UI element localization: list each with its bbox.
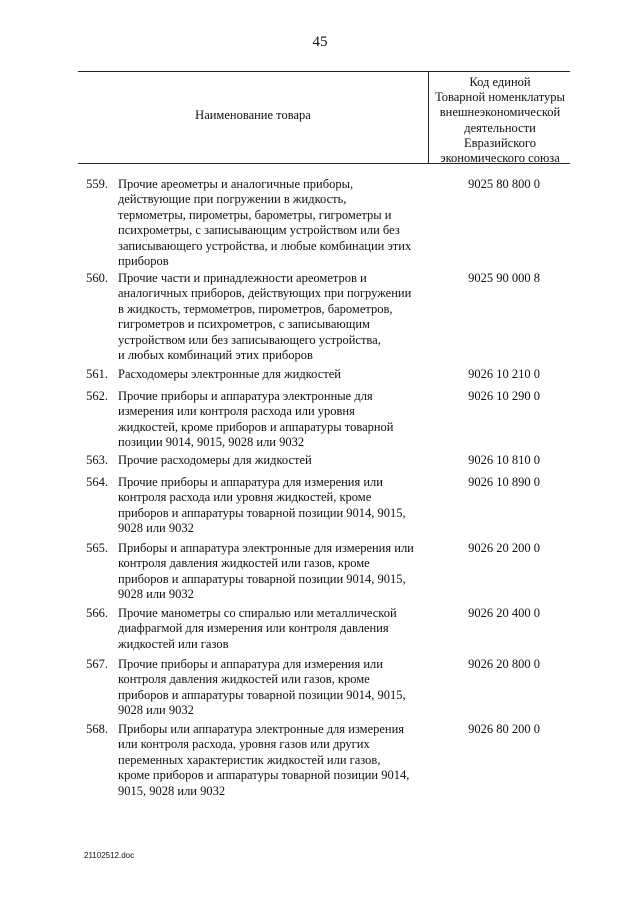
- row-number: 567.: [86, 657, 108, 671]
- goods-name-line: записывающего устройства, и любые комбинации этих: [118, 238, 412, 253]
- header-code-line: Товарной номенклатуры: [435, 90, 565, 105]
- goods-name-line: Прочие приборы и аппаратура для измерения или: [118, 475, 383, 489]
- goods-name-line: Приборы и аппаратура электронные для измерения или: [118, 541, 414, 555]
- header-code-column: [430, 75, 570, 166]
- goods-name: [118, 541, 423, 603]
- header-column-divider: [428, 71, 429, 163]
- goods-name: [118, 657, 423, 719]
- header-code-line: Код единой: [469, 75, 531, 89]
- goods-name-line: измерения или контроля расхода или уровня: [118, 404, 355, 419]
- goods-name-line: приборов и аппаратуры товарной позиции 9014, 9015,: [118, 505, 406, 520]
- goods-name-line: аналогичных приборов, действующих при погружении: [118, 286, 412, 301]
- goods-name-line: Прочие расходомеры для жидкостей: [118, 453, 312, 467]
- goods-name-line: Прочие части и принадлежности ареометров и: [118, 271, 367, 285]
- row-number: 562.: [86, 389, 108, 403]
- goods-name-line: контроля давления жидкостей или газов, кроме: [118, 672, 370, 687]
- goods-name-line: гигрометров и психрометров, с записывающим: [118, 317, 370, 332]
- goods-name-line: термометры, пирометры, барометры, гигрометры и: [118, 207, 392, 222]
- goods-name-line: и любых комбинаций этих приборов: [118, 348, 313, 363]
- goods-name-line: кроме приборов и аппаратуры товарной позиции 9014,: [118, 768, 410, 783]
- goods-name: [118, 389, 423, 451]
- goods-name: [118, 177, 423, 269]
- goods-name-line: Прочие приборы и аппаратура электронные для: [118, 389, 373, 403]
- header-name-column: Наименование товара: [195, 108, 311, 122]
- goods-name-line: Прочие ареометры и аналогичные приборы,: [118, 177, 354, 191]
- tnved-code: 9026 20 400 0: [468, 606, 540, 620]
- row-number: 559.: [86, 177, 108, 191]
- goods-name-line: Прочие манометры со спиралью или металлической: [118, 606, 397, 620]
- goods-name-line: или контроля расхода, уровня газов или других: [118, 737, 370, 752]
- footer-filename: 21102512.doc: [84, 851, 135, 860]
- goods-name-line: контроля расхода или уровня жидкостей, кроме: [118, 490, 372, 505]
- header-code-line: деятельности: [464, 120, 536, 135]
- goods-name-line: 9028 или 9032: [118, 521, 194, 536]
- tnved-code: 9026 20 200 0: [468, 541, 540, 555]
- row-number: 565.: [86, 541, 108, 555]
- goods-name-line: позиции 9014, 9015, 9028 или 9032: [118, 435, 305, 450]
- goods-name-line: контроля давления жидкостей или газов, кроме: [118, 556, 370, 571]
- goods-name-line: психрометры, с записывающим устройством или без: [118, 223, 400, 238]
- goods-name: [118, 453, 423, 468]
- goods-name-line: жидкостей или газов: [118, 636, 229, 651]
- row-number: 561.: [86, 367, 108, 381]
- goods-name-line: диафрагмой для измерения или контроля давления: [118, 621, 389, 636]
- tnved-code: 9026 80 200 0: [468, 722, 540, 736]
- goods-name-line: устройством или без записывающего устройства,: [118, 332, 381, 347]
- row-number: 564.: [86, 475, 108, 489]
- header-code-line: экономического союза: [440, 151, 560, 166]
- row-number: 568.: [86, 722, 108, 736]
- tnved-code: 9026 10 890 0: [468, 475, 540, 489]
- goods-name-line: Расходомеры электронные для жидкостей: [118, 367, 341, 381]
- goods-name: [118, 367, 423, 382]
- goods-name: [118, 475, 423, 537]
- goods-name-line: приборов: [118, 254, 169, 269]
- tnved-code: 9026 10 290 0: [468, 389, 540, 403]
- goods-name-line: Приборы или аппаратура электронные для измерения: [118, 722, 405, 736]
- goods-name: [118, 606, 423, 652]
- goods-name-line: переменных характеристик жидкостей или газов,: [118, 752, 381, 767]
- goods-name-line: в жидкость, термометров, пирометров, барометров,: [118, 301, 393, 316]
- tnved-code: 9026 10 210 0: [468, 367, 540, 381]
- tnved-code: 9026 10 810 0: [468, 453, 540, 467]
- header-code-line: Евразийского: [464, 135, 536, 150]
- goods-name-line: приборов и аппаратуры товарной позиции 9014, 9015,: [118, 571, 406, 586]
- goods-name-line: Прочие приборы и аппаратура для измерения или: [118, 657, 383, 671]
- goods-name-line: 9015, 9028 или 9032: [118, 783, 226, 798]
- tnved-code: 9025 80 800 0: [468, 177, 540, 191]
- header-code-line: внешнеэкономической: [439, 105, 561, 120]
- goods-name-line: приборов и аппаратуры товарной позиции 9014, 9015,: [118, 687, 406, 702]
- goods-name: [118, 722, 423, 799]
- row-number: 563.: [86, 453, 108, 467]
- goods-name: [118, 271, 423, 363]
- tnved-code: 9026 20 800 0: [468, 657, 540, 671]
- goods-name-line: 9028 или 9032: [118, 587, 194, 602]
- row-number: 566.: [86, 606, 108, 620]
- page-number: 45: [312, 34, 328, 50]
- goods-name-line: 9028 или 9032: [118, 703, 194, 718]
- tnved-code: 9025 90 000 8: [468, 271, 540, 285]
- row-number: 560.: [86, 271, 108, 285]
- goods-name-line: жидкостей, кроме приборов и аппаратуры товарной: [118, 419, 394, 434]
- goods-name-line: действующие при погружении в жидкость,: [118, 192, 347, 207]
- header-top-rule: [78, 71, 570, 72]
